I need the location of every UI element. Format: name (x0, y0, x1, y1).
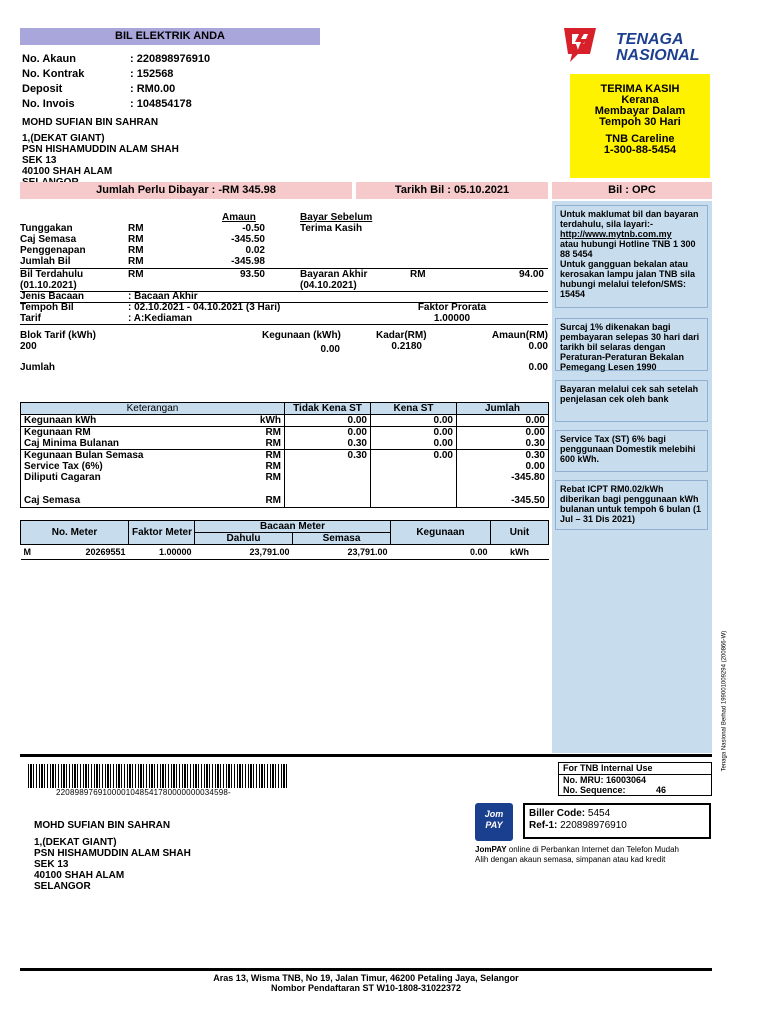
detail-header: Kena ST (371, 403, 457, 415)
meter-subheader: Semasa (293, 533, 391, 545)
note-rebate: Rebat ICPT RM0.02/kWh diberikan bagi penggunaan kWh bulanan untuk tempoh 6 bulan (1 Jul – 31 Dis 2021) (555, 480, 708, 530)
invoice-label: No. Invois (22, 98, 75, 110)
detail-total: -345.80 (457, 472, 549, 494)
account-info (22, 53, 322, 113)
jompay-note-text: online di Perbankan Internet dan Telefon Mudah (506, 845, 679, 854)
bill-title: BIL ELEKTRIK ANDA (20, 28, 320, 45)
slip-customer-name: MOHD SUFIAN BIN SAHRAN (34, 820, 171, 831)
prev-bill-amount: 93.50 (239, 269, 265, 280)
last-payment-date: (04.10.2021) (300, 280, 357, 291)
detail-st (371, 472, 457, 494)
detail-row (21, 438, 549, 450)
detail-row (21, 461, 549, 472)
meter-header: Bacaan Meter (195, 521, 391, 533)
jompay-logo-text: PAY (485, 820, 503, 830)
slip-address-line: SEK 13 (34, 859, 69, 870)
meter-header: Faktor Meter (129, 521, 195, 545)
detail-header: Keterangan (21, 403, 285, 415)
biller-code-value: 5454 (587, 808, 611, 819)
thanks-line: Kerana (621, 94, 659, 106)
last-payment-label: Bayaran Akhir (300, 269, 368, 280)
note-text: atau hubungi Hotline TNB 1 300 88 5454 (560, 239, 696, 259)
note-service-tax: Service Tax (ST) 6% bagi penggunaan Domestik melebihi 600 kWh. (555, 430, 708, 472)
detail-total: 0.30 (457, 438, 549, 450)
mytnb-link[interactable]: http://www.mytnb.com.my (560, 229, 672, 239)
meter-prefix: M (23, 546, 31, 557)
note-info (555, 205, 708, 308)
tnb-logo (560, 24, 720, 70)
detail-label: Service Tax (6%) (21, 461, 225, 472)
charges-header-prev: Bayar Sebelum (300, 212, 373, 223)
footer-registration: Nombor Pendaftaran ST W10-1808-31022372 (270, 983, 462, 993)
detail-label: Kegunaan Bulan Semasa (21, 450, 225, 462)
detail-header-row (21, 403, 549, 415)
bill-period-value: : 02.10.2021 - 04.10.2021 (3 Hari) (128, 302, 281, 313)
detail-st (371, 461, 457, 472)
detail-nst: 0.30 (285, 438, 371, 450)
ref-value: 220898976910 (560, 820, 627, 831)
detail-total: 0.00 (457, 427, 549, 439)
detail-nst (285, 472, 371, 494)
slip-address (34, 820, 191, 892)
jompay-logo-text: Jom (484, 809, 504, 819)
last-payment (300, 269, 544, 291)
company-registration: Tenaga Nasional Berhad 199001009294 (200866-W) (721, 630, 728, 772)
slip-separator (20, 754, 712, 757)
detail-unit: kWh (225, 415, 285, 427)
detail-label: Kegunaan RM (21, 427, 225, 439)
contract-label: No. Kontrak (22, 68, 85, 80)
bill-period-label: Tempoh Bil (20, 302, 74, 313)
last-payment-currency: RM (410, 269, 426, 280)
divider (20, 324, 548, 325)
ref-label: Ref-1: (529, 820, 558, 831)
tariff-cell: 200 (20, 341, 37, 352)
tariff-label: Tarif (20, 313, 41, 324)
detail-row (21, 427, 549, 439)
barcode-number: 2208989769100001048541780000000034598- (56, 788, 231, 797)
tariff-header: Amaun(RM) (491, 330, 548, 341)
slip-address-line: 1,(DEKAT GIANT) (34, 837, 117, 848)
tariff-cell: 0.00 (528, 341, 548, 352)
tariff (20, 313, 300, 324)
charge-currency: RM (128, 234, 144, 245)
charges-header-amount: Amaun (222, 212, 256, 223)
charge-amount: 0.02 (245, 245, 265, 256)
prev-bill-currency: RM (128, 269, 144, 280)
tariff-block-row (20, 341, 548, 355)
meter-header: Unit (491, 521, 549, 545)
charge-amount: -345.50 (231, 234, 265, 245)
address-line: SEK 13 (22, 155, 57, 166)
charge-amount: -0.50 (242, 223, 265, 234)
detail-label: Kegunaan kWh (21, 415, 225, 427)
meter-subheader: Dahulu (195, 533, 293, 545)
logo-text-2: NASIONAL (616, 47, 700, 64)
detail-table (20, 402, 548, 508)
detail-total: 0.30 (457, 450, 549, 462)
note-surcharge: Surcaj 1% dikenakan bagi pembayaran selepas 30 hari dari tarikh bil selaras dengan Peraturan-Peraturan Bekalan Pemegang Lesen 1990 (555, 318, 708, 371)
charge-row (20, 245, 265, 256)
bill-period (20, 302, 300, 313)
deposit-value: : RM0.00 (130, 83, 176, 95)
prev-bill-date: (01.10.2021) (20, 280, 77, 291)
thanks-line: TERIMA KASIH (600, 83, 680, 95)
biller-box (523, 803, 711, 839)
reading-type-value: : Bacaan Akhir (128, 291, 198, 302)
note-text: Untuk gangguan bekalan atau kerosakan lampu jalan TNB sila hubungi melalui telefon/SMS: 15454 (560, 259, 696, 299)
detail-label: Caj Semasa (21, 494, 225, 508)
jompay-brand: JomPAY (475, 845, 507, 854)
detail-row (21, 494, 549, 508)
customer-address (22, 117, 179, 188)
thank-you-box (570, 74, 710, 178)
charge-row (20, 223, 265, 234)
tariff-header: Kadar(RM) (376, 330, 427, 341)
tariff-total-label: Jumlah (20, 362, 56, 373)
charge-label: Tunggakan (20, 223, 73, 234)
detail-total: 0.00 (457, 415, 549, 427)
detail-header: Tidak Kena ST (285, 403, 371, 415)
jompay-logo (475, 803, 513, 841)
sequence-label: No. Sequence: (563, 785, 626, 795)
meter-table (20, 520, 548, 560)
detail-total: 0.00 (457, 461, 549, 472)
detail-row (21, 472, 549, 494)
reading-type (20, 291, 300, 302)
mru-value: 16003064 (606, 775, 647, 785)
tariff-value: : A:Kediaman (128, 313, 193, 324)
footer-address: Aras 13, Wisma TNB, No 19, Jalan Timur, 46200 Petaling Jaya, Selangor (213, 973, 519, 983)
tariff-total-value: 0.00 (528, 362, 548, 373)
detail-row (21, 450, 549, 462)
detail-total: -345.50 (457, 494, 549, 508)
logo-text-1: TENAGA (616, 31, 684, 48)
charge-currency: RM (128, 245, 144, 256)
footer-separator (20, 968, 712, 971)
detail-st: 0.00 (371, 415, 457, 427)
address-line: 1,(DEKAT GIANT) (22, 133, 105, 144)
customer-name: MOHD SUFIAN BIN SAHRAN (22, 117, 159, 128)
detail-row (21, 415, 549, 427)
bill-date-bar: Tarikh Bil : 05.10.2021 (356, 182, 548, 199)
thanks-line: Tempoh 30 Hari (599, 116, 681, 128)
internal-use-title: For TNB Internal Use (559, 763, 711, 775)
amount-due-bar: Jumlah Perlu Dibayar : -RM 345.98 (20, 182, 352, 199)
detail-st: 0.00 (371, 450, 457, 462)
tariff-block-total (20, 362, 548, 373)
tariff-block-header (20, 330, 548, 341)
note-text: Untuk maklumat bil dan bayaran terdahulu, sila layari:- (560, 209, 699, 229)
careline-label: TNB Careline (605, 133, 675, 145)
jompay-note-text: Alih dengan akaun semasa, simpanan atau kad kredit (475, 855, 666, 864)
detail-label: Diliputi Cagaran (21, 472, 225, 494)
bill-type-bar: Bil : OPC (552, 182, 712, 199)
charge-currency: RM (128, 256, 144, 267)
detail-label: Caj Minima Bulanan (21, 438, 225, 450)
meter-row (21, 545, 549, 560)
jompay-note (475, 845, 715, 865)
slip-address-line: SELANGOR (34, 881, 91, 892)
account-label: No. Akaun (22, 53, 76, 65)
charge-row (20, 234, 265, 245)
prorate-label: Faktor Prorata (417, 302, 487, 313)
detail-unit: RM (225, 438, 285, 450)
last-payment-amount: 94.00 (518, 269, 544, 280)
deposit-label: Deposit (22, 83, 63, 95)
detail-nst (285, 461, 371, 472)
charge-label: Jumlah Bil (20, 256, 71, 267)
mru-label: No. MRU: (563, 775, 604, 785)
detail-unit: RM (225, 472, 285, 494)
biller-code-label: Biller Code: (529, 808, 586, 819)
detail-st (371, 494, 457, 508)
meter-header-row (21, 521, 549, 533)
detail-st: 0.00 (371, 427, 457, 439)
detail-unit: RM (225, 450, 285, 462)
reading-type-label: Jenis Bacaan (20, 291, 84, 302)
meter-usage: 0.00 (391, 545, 491, 560)
charge-amount: -345.98 (231, 256, 265, 267)
tnb-logo-icon (560, 24, 600, 64)
note-cheque: Bayaran melalui cek sah setelah penjelasan cek oleh bank (555, 380, 708, 422)
detail-nst (285, 494, 371, 508)
charges-prev-value: Terima Kasih (300, 223, 363, 234)
thanks-line: Membayar Dalam (594, 105, 686, 117)
detail-nst: 0.00 (285, 427, 371, 439)
detail-header: Jumlah (457, 403, 549, 415)
slip-address-line: 40100 SHAH ALAM (34, 870, 125, 881)
meter-header: Kegunaan (391, 521, 491, 545)
contract-value: : 152568 (130, 68, 174, 80)
address-line: PSN HISHAMUDDIN ALAM SHAH (22, 144, 179, 155)
internal-use-box (558, 762, 712, 796)
meter-prev: 23,791.00 (195, 545, 293, 560)
detail-st: 0.00 (371, 438, 457, 450)
careline-number: 1-300-88-5454 (603, 144, 677, 156)
slip-address-line: PSN HISHAMUDDIN ALAM SHAH (34, 848, 191, 859)
meter-header: No. Meter (21, 521, 129, 545)
charge-currency: RM (128, 223, 144, 234)
detail-unit: RM (225, 494, 285, 508)
account-value: : 220898976910 (130, 53, 211, 65)
charge-row (20, 256, 265, 267)
charge-label: Caj Semasa (20, 234, 77, 245)
charge-label: Penggenapan (20, 245, 86, 256)
charges-list (20, 223, 265, 267)
meter-factor: 1.00000 (129, 545, 195, 560)
address-line: 40100 SHAH ALAM (22, 166, 113, 177)
prorate-value: 1.00000 (433, 313, 471, 324)
detail-unit: RM (225, 461, 285, 472)
sequence-value: 46 (656, 785, 667, 795)
tariff-header: Blok Tarif (kWh) (20, 330, 96, 341)
invoice-value: : 104854178 (130, 98, 192, 110)
tariff-header: Kegunaan (kWh) (262, 330, 341, 341)
prev-bill (20, 269, 265, 291)
detail-nst: 0.30 (285, 450, 371, 462)
tariff-cell: 0.00 (320, 344, 340, 355)
barcode (28, 764, 288, 788)
meter-number: 20269551 (85, 546, 126, 557)
meter-cur: 23,791.00 (293, 545, 391, 560)
detail-nst: 0.00 (285, 415, 371, 427)
prev-bill-label: Bil Terdahulu (20, 269, 84, 280)
tariff-cell: 0.2180 (391, 341, 422, 352)
meter-unit: kWh (491, 545, 549, 560)
detail-unit: RM (225, 427, 285, 439)
